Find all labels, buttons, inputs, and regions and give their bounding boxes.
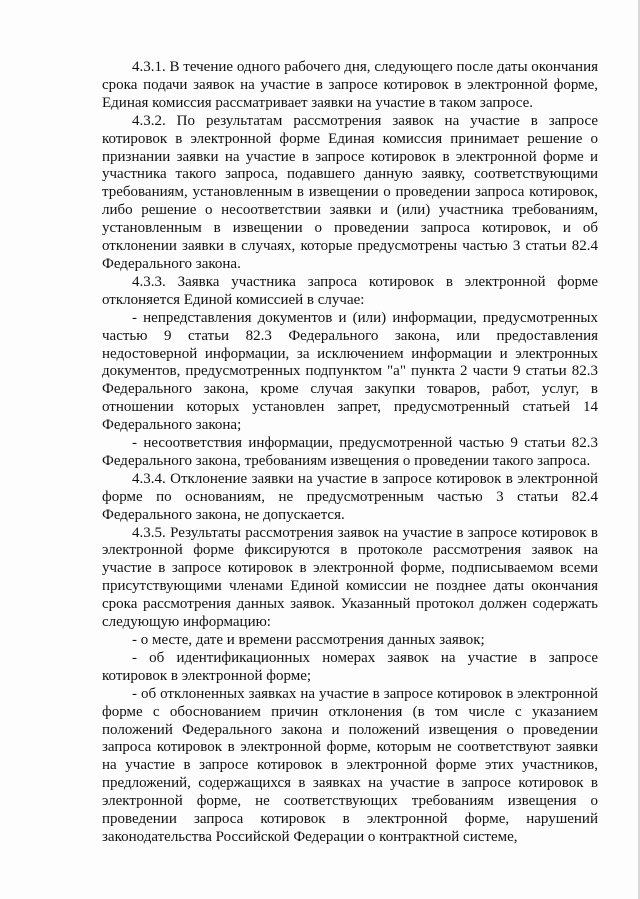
- list-item: - непредставления документов и (или) информации, предусмотренных частью 9 статьи 82.3 Федерального закона, или предоставления недостоверной информации, за исключением информации и электронных документов, предусмотренных подпунктом "а" пункта 2 части 9 статьи 82.3 Федерального закона, кроме случая закупки товаров, работ, услуг, в отношении которых установлен запрет, предусмотренный статьей 14 Федерального закона;: [102, 309, 598, 434]
- paragraph-4-3-2: 4.3.2. По результатам рассмотрения заявок на участие в запросе котировок в электронной форме Единая комиссия принимает решение о признании заявки на участие в запросе котировок в электронной форме и участника такого запроса, подавшего данную заявку, соответствующими требованиям, установленным в извещении о проведении запроса котировок, либо решение о несоответствии заявки и (или) участника требованиям, установленным в извещении о проведении запроса котировок, и об отклонении заявки в случаях, которые предусмотрены частью 3 статьи 82.4 Федерального закона.: [102, 112, 598, 272]
- paragraph-4-3-3: 4.3.3. Заявка участника запроса котировок в электронной форме отклоняется Единой комиссией в случае:: [102, 273, 598, 308]
- paragraph-4-3-4: 4.3.4. Отклонение заявки на участие в запросе котировок в электронной форме по основаниям, не предусмотренным частью 3 статьи 82.4 Федерального закона, не допускается.: [102, 470, 598, 523]
- document-body: [102, 59, 598, 847]
- list-item: - о месте, дате и времени рассмотрения данных заявок;: [132, 632, 485, 648]
- list-item: - об отклоненных заявках на участие в запросе котировок в электронной форме с обоснованием причин отклонения (в том числе с указанием положений Федерального закона и положений извещения о проведении запроса котировок в электронной форме, которым не соответствуют заявки на участие в запросе котировок в электронной форме этих участников, предложений, содержащихся в заявках на участие в запросе котировок в электронной форме, не соответствующих требованиям извещения о проведении запроса котировок в электронной форме, нарушений законодательства Российской Федерации о контрактной системе,: [102, 685, 598, 845]
- list-item: - об идентификационных номерах заявок на участие в запросе котировок в электронной форме;: [102, 649, 598, 684]
- paragraph-4-3-5: 4.3.5. Результаты рассмотрения заявок на участие в запросе котировок в электронной форме фиксируются в протоколе рассмотрения заявок на участие в запросе котировок в электронной форме, подписываемом всеми присутствующими членами Единой комиссии не позднее даты окончания срока рассмотрения данных заявок. Указанный протокол должен содержать следующую информацию:: [102, 524, 598, 631]
- list-item: - несоответствия информации, предусмотренной частью 9 статьи 82.3 Федерального закона, требованиям извещения о проведении такого запроса.: [102, 435, 598, 469]
- paragraph-4-3-1: 4.3.1. В течение одного рабочего дня, следующего после даты окончания срока подачи заявок на участие в запросе котировок в электронной форме, Единая комиссия рассматривает заявки на участие в таком запросе.: [102, 59, 598, 111]
